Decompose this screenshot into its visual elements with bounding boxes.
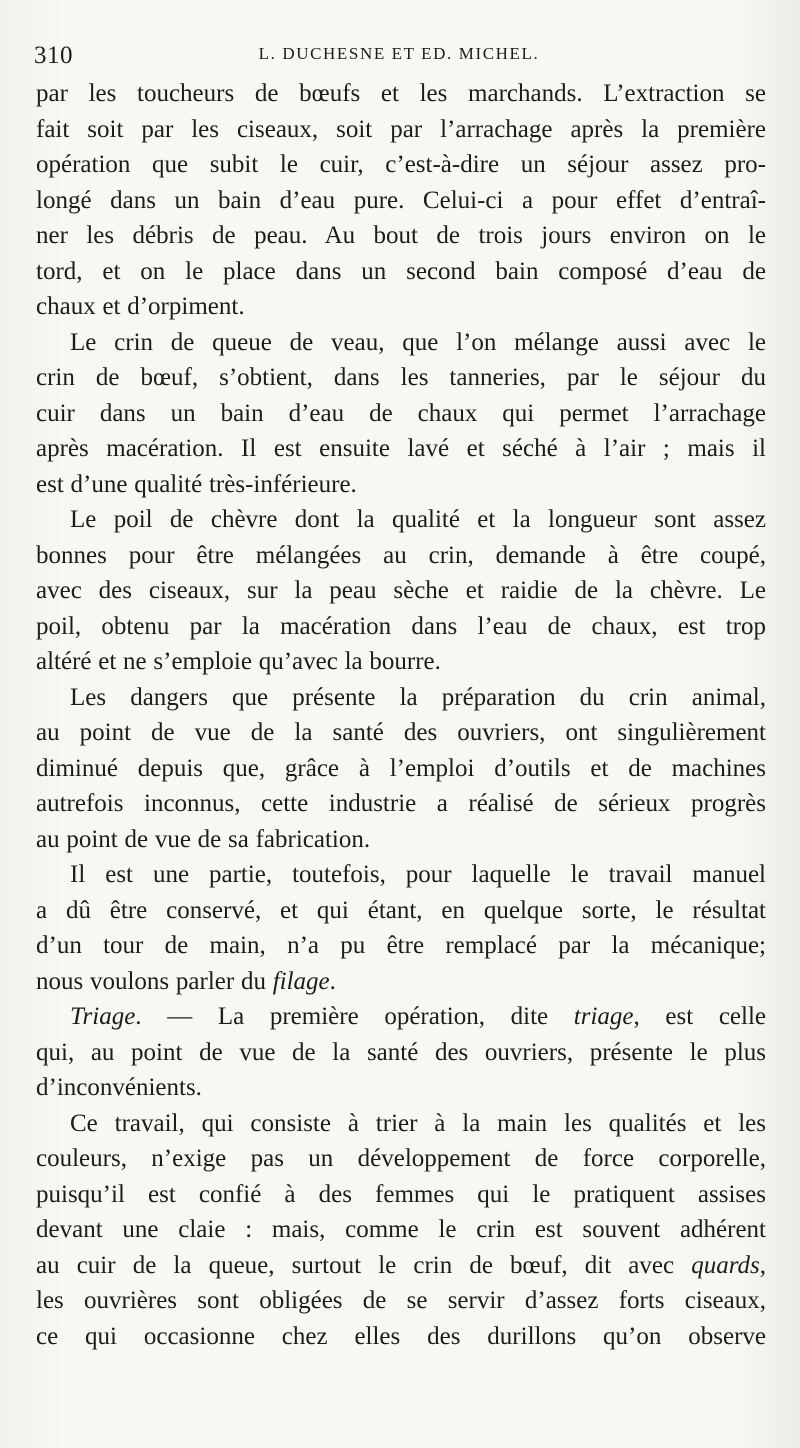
- text-line: avec des ciseaux, sur la peau sèche et raidie de la chèvre. Le: [36, 577, 766, 604]
- paragraph-1: [36, 76, 766, 325]
- text-line: opération que subit le cuir, c’est-à-dire un séjour assez pro-: [36, 151, 766, 178]
- text-line: crin de bœuf, s’obtient, dans les tanneries, par le séjour du: [36, 364, 766, 391]
- text-line: altéré et ne s’emploie qu’avec la bourre.: [36, 648, 441, 675]
- text-line: bonnes pour être mélangées au crin, demande à être coupé,: [36, 541, 766, 569]
- text-line: autrefois inconnus, cette industrie a réalisé de sérieux progrès: [36, 790, 766, 817]
- text-line: est d’une qualité très-inférieure.: [36, 470, 357, 498]
- text-line: a dû être conservé, et qui étant, en quelque sorte, le résultat: [36, 896, 766, 924]
- paragraph-4: [36, 680, 766, 858]
- italic-term: quards: [691, 1251, 760, 1279]
- paragraph-5: [36, 857, 766, 999]
- italic-term: filage: [272, 967, 330, 995]
- paragraph-6: [36, 999, 766, 1106]
- paragraph-7: [36, 1106, 766, 1355]
- text-line: Le crin de queue de veau, que l’on mélange aussi avec le: [70, 328, 766, 356]
- text-line: Les dangers que présente la préparation du crin animal,: [70, 683, 766, 711]
- text-line: [36, 999, 766, 1035]
- section-heading: Triage: [70, 1003, 136, 1030]
- text-line: au point de vue de sa fabrication.: [36, 825, 371, 853]
- text-line: chaux et d’orpiment.: [36, 293, 245, 320]
- text-line: qui, au point de vue de la santé des ouvriers, présente le plus: [36, 1038, 766, 1066]
- text-line: couleurs, n’exige pas un développement de force corporelle,: [36, 1145, 766, 1172]
- text-line: au point de vue de la santé des ouvriers, ont singulièrement: [36, 719, 766, 746]
- text-line: poil, obtenu par la macération dans l’eau de chaux, est trop: [36, 612, 766, 640]
- text-line: ce qui occasionne chez elles des durillons qu’on observe: [36, 1322, 766, 1350]
- italic-term: triage: [573, 1003, 634, 1030]
- page-number: 310: [34, 42, 73, 69]
- body-text: [36, 76, 766, 1354]
- text-line: d’inconvénients.: [36, 1074, 202, 1101]
- text-line: devant une claie : mais, comme le crin est souvent adhérent: [36, 1216, 766, 1243]
- text-line: [36, 1248, 766, 1284]
- text-fragment: , est celle: [633, 1003, 766, 1030]
- paragraph-2: [36, 325, 766, 503]
- paragraph-3: [36, 502, 766, 680]
- text-fragment: au cuir de la queue, surtout le crin de bœuf, dit avec: [36, 1251, 692, 1279]
- text-line: cuir dans un bain d’eau de chaux qui permet l’arrachage: [36, 399, 766, 427]
- text-fragment: . — La première opération, dite: [135, 1003, 574, 1030]
- text-line: diminué depuis que, grâce à l’emploi d’outils et de machines: [36, 754, 766, 782]
- text-line: tord, et on le place dans un second bain composé d’eau de: [36, 257, 766, 285]
- text-line: après macération. Il est ensuite lavé et séché à l’air ; mais il: [36, 435, 766, 462]
- running-head: [34, 38, 764, 74]
- text-line: [36, 964, 766, 1000]
- text-line: fait soit par les ciseaux, soit par l’arrachage après la première: [36, 115, 766, 143]
- text-line: ner les débris de peau. Au bout de trois jours environ on le: [36, 222, 766, 249]
- running-head-title: L. DUCHESNE ET ED. MICHEL.: [258, 44, 540, 63]
- text-line: Ce travail, qui consiste à trier à la main les qualités et les: [70, 1109, 766, 1137]
- text-line: les ouvrières sont obligées de se servir d’assez forts ciseaux,: [36, 1287, 766, 1314]
- text-line: par les toucheurs de bœufs et les marchands. L’extraction se: [36, 80, 766, 107]
- text-line: d’un tour de main, n’a pu être remplacé par la mécanique;: [36, 932, 766, 959]
- text-fragment: ,: [759, 1251, 766, 1279]
- text-line: Il est une partie, toutefois, pour laquelle le travail manuel: [70, 861, 766, 888]
- text-line: puisqu’il est confié à des femmes qui le pratiquent assises: [36, 1180, 766, 1208]
- text-fragment: nous voulons parler du: [36, 967, 273, 995]
- text-fragment: .: [329, 967, 336, 995]
- text-line: longé dans un bain d’eau pure. Celui-ci a pour effet d’entraî-: [36, 186, 766, 214]
- text-line: Le poil de chèvre dont la qualité et la longueur sont assez: [70, 506, 766, 533]
